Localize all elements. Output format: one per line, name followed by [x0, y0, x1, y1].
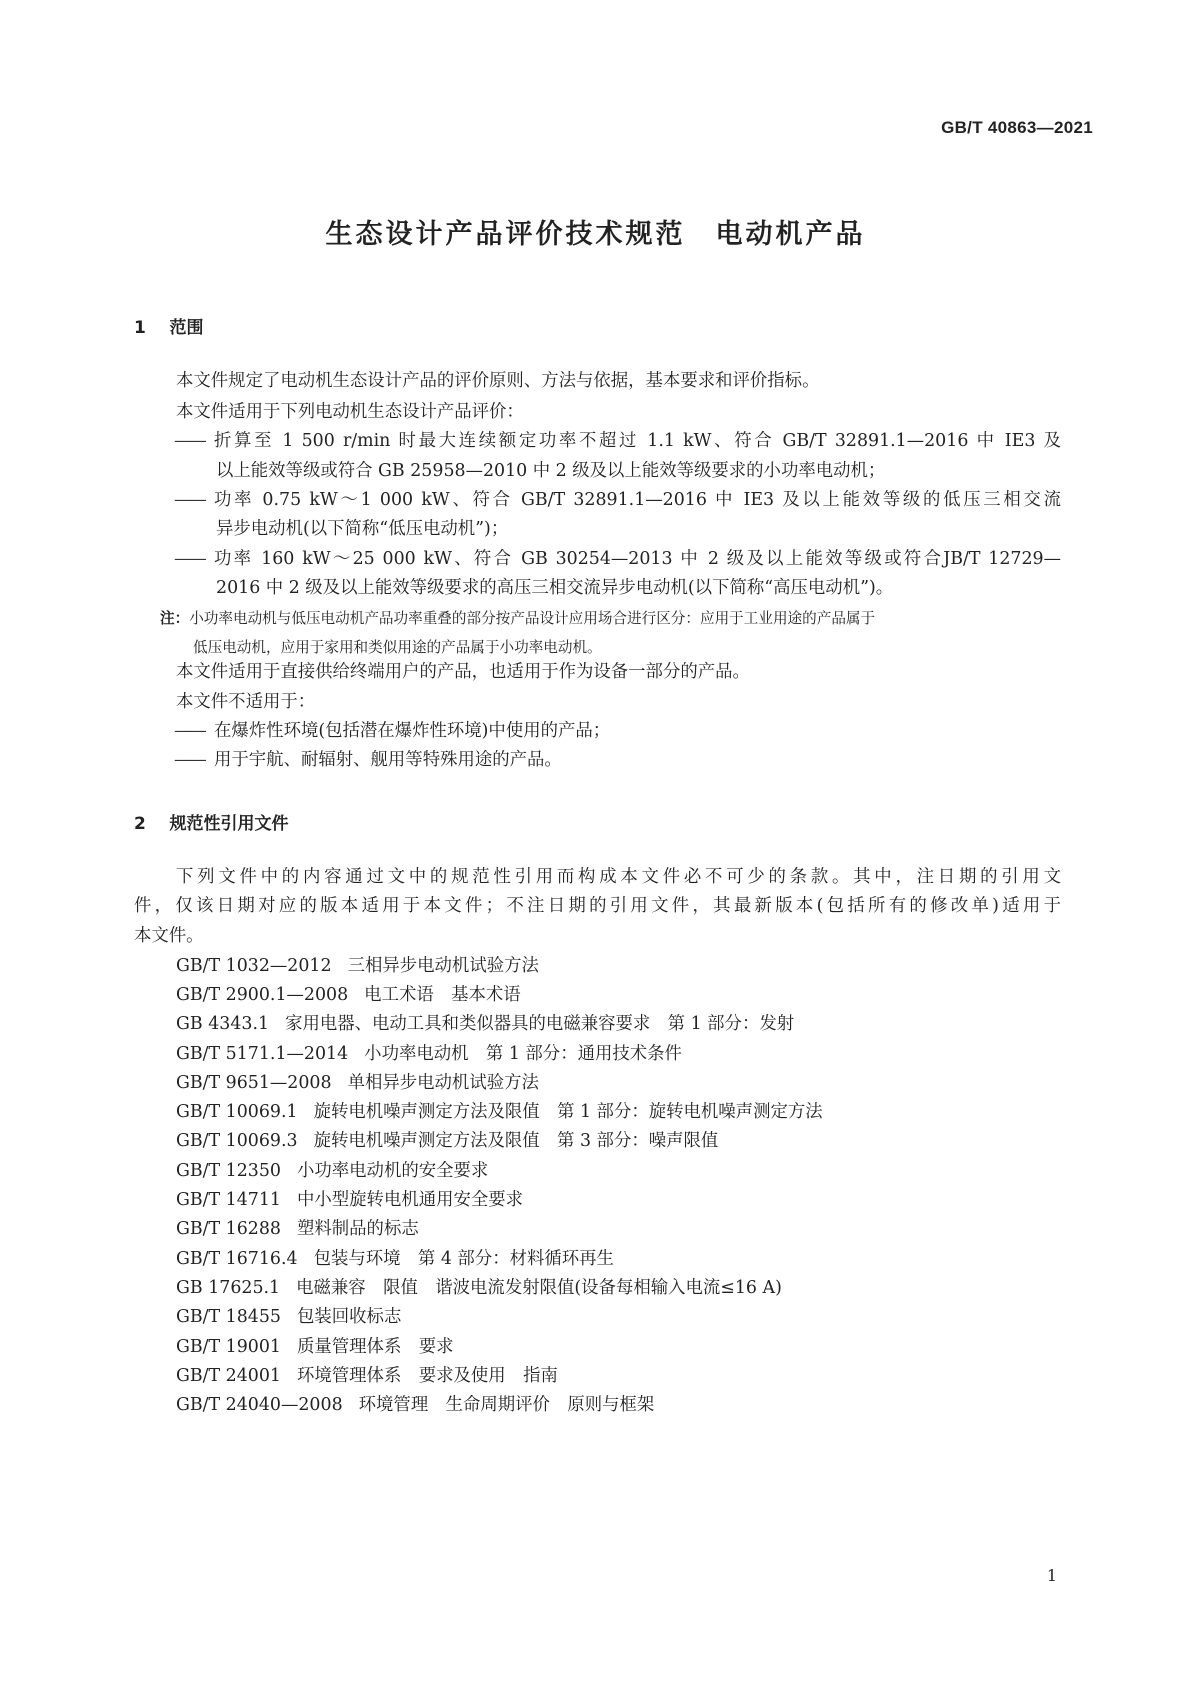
reference-title: 中小型旋转电机通用安全要求: [296, 1190, 524, 1210]
reference-code: GB/T 24001: [176, 1366, 281, 1386]
reference-code: GB/T 2900.1—2008: [176, 985, 349, 1005]
reference-title: 包装回收标志: [296, 1307, 402, 1327]
reference-title: 三相异步电动机试验方法: [347, 956, 539, 976]
references-intro-line-3: 本文件。: [134, 926, 204, 946]
item-text: 在爆炸性环境(包括潜在爆炸性环境)中使用的产品；: [214, 721, 611, 741]
reference-item: [176, 1213, 1061, 1246]
dash-mark: ——: [174, 721, 205, 741]
reference-title: 小功率电动机 第 1 部分：通用技术条件: [364, 1044, 682, 1064]
reference-code: GB/T 18455: [176, 1307, 281, 1327]
note-label: 注：: [160, 610, 190, 627]
scope-paragraph-3: 本文件适用于直接供给终端用户的产品，也适用于作为设备一部分的产品。: [176, 662, 750, 682]
reference-code: GB/T 1032—2012: [176, 956, 332, 976]
reference-code: GB/T 24040—2008: [176, 1395, 343, 1415]
reference-title: 包装与环境 第 4 部分：材料循环再生: [313, 1249, 614, 1269]
item-text: 功率 0.75 kW～1 000 kW、符合 GB/T 32891.1—2016 中 IE3 及以上能效等级的低压三相交流: [214, 490, 1061, 510]
item-text: 用于宇航、耐辐射、舰用等特殊用途的产品。: [214, 750, 562, 770]
reference-title: 单相异步电动机试验方法: [347, 1073, 539, 1093]
reference-title: 塑料制品的标志: [296, 1219, 419, 1239]
dash-mark: ——: [174, 431, 205, 451]
scope-paragraph-1: 本文件规定了电动机生态设计产品的评价原则、方法与依据，基本要求和评价指标。: [176, 371, 820, 391]
reference-title: 旋转电机噪声测定方法及限值 第 1 部分：旋转电机噪声测定方法: [313, 1102, 823, 1122]
reference-title: 环境管理体系 要求及使用 指南: [296, 1366, 558, 1386]
item-text: 折算至 1 500 r/min 时最大连续额定功率不超过 1.1 kW、符合 GB/T 32891.1—2016 中 IE3 及: [214, 431, 1061, 451]
section-1-title: 范围: [169, 318, 204, 338]
scope-item-2-line-2: 异步电动机(以下简称“低压电动机”)；: [216, 519, 509, 539]
reference-title: 电工术语 基本术语: [364, 985, 521, 1005]
section-1-number: 1: [134, 318, 146, 338]
reference-item: [176, 1008, 1061, 1041]
reference-code: GB/T 19001: [176, 1337, 281, 1357]
scope-item-1-line-1: [176, 425, 1061, 458]
section-1-heading: [134, 313, 204, 338]
section-2-number: 2: [134, 814, 146, 834]
references-intro-line-1: 下列文件中的内容通过文中的规范性引用而构成本文件必不可少的条款。其中，注日期的引用文: [176, 867, 1061, 887]
dash-mark: ——: [174, 490, 205, 510]
reference-title: 旋转电机噪声测定方法及限值 第 3 部分：噪声限值: [313, 1131, 719, 1151]
dash-mark: ——: [174, 750, 205, 770]
reference-title: 环境管理 生命周期评价 原则与框架: [358, 1395, 655, 1415]
reference-title: 小功率电动机的安全要求: [296, 1161, 489, 1181]
scope-paragraph-2: 本文件适用于下列电动机生态设计产品评价：: [176, 402, 524, 422]
scope-item-1-line-2: 以上能效等级或符合 GB 25958—2010 中 2 级及以上能效等级要求的小功率电动机；: [216, 461, 886, 481]
references-intro-line-2: 件，仅该日期对应的版本适用于本文件；不注日期的引用文件，其最新版本(包括所有的修改单)适用于: [134, 896, 1061, 916]
reference-item: [176, 1301, 1061, 1334]
scope-note-line-2: 低压电动机，应用于家用和类似用途的产品属于小功率电动机。: [193, 639, 602, 656]
reference-code: GB/T 16716.4: [176, 1249, 298, 1269]
reference-code: GB/T 10069.3: [176, 1131, 298, 1151]
reference-code: GB/T 14711: [176, 1190, 281, 1210]
reference-code: GB/T 16288: [176, 1219, 281, 1239]
standard-code: GB/T 40863—2021: [941, 118, 1093, 137]
reference-title: 电磁兼容 限值 谐波电流发射限值(设备每相输入电流≤16 A): [296, 1278, 782, 1298]
section-2-title: 规范性引用文件: [169, 814, 289, 834]
scope-paragraph-4: 本文件不适用于：: [176, 692, 316, 712]
reference-title: 家用电器、电动工具和类似器具的电磁兼容要求 第 1 部分：发射: [285, 1014, 795, 1034]
reference-code: GB/T 9651—2008: [176, 1073, 332, 1093]
scope-item-3-line-2: 2016 中 2 级及以上能效等级要求的高压三相交流异步电动机(以下简称“高压电动机”)。: [216, 578, 894, 598]
reference-code: GB 4343.1: [176, 1014, 270, 1034]
reference-code: GB/T 10069.1: [176, 1102, 298, 1122]
reference-title: 质量管理体系 要求: [296, 1337, 454, 1357]
reference-item: [176, 1389, 1061, 1422]
note-text: 小功率电动机与低压电动机产品功率重叠的部分按产品设计应用场合进行区分：应用于工业用途的产品属于: [189, 610, 876, 627]
dash-mark: ——: [174, 549, 205, 569]
reference-code: GB/T 5171.1—2014: [176, 1044, 349, 1064]
reference-code: GB 17625.1: [176, 1278, 281, 1298]
item-text: 功率 160 kW～25 000 kW、符合 GB 30254—2013 中 2 级及以上能效等级或符合JB/T 12729—: [214, 549, 1061, 569]
exclusion-item-2: [176, 744, 1061, 777]
page-number: 1: [1046, 1566, 1057, 1585]
reference-item: [176, 1125, 1061, 1158]
section-2-heading: [134, 809, 289, 834]
reference-code: GB/T 12350: [176, 1161, 281, 1181]
document-title: 生态设计产品评价技术规范 电动机产品: [325, 219, 866, 250]
